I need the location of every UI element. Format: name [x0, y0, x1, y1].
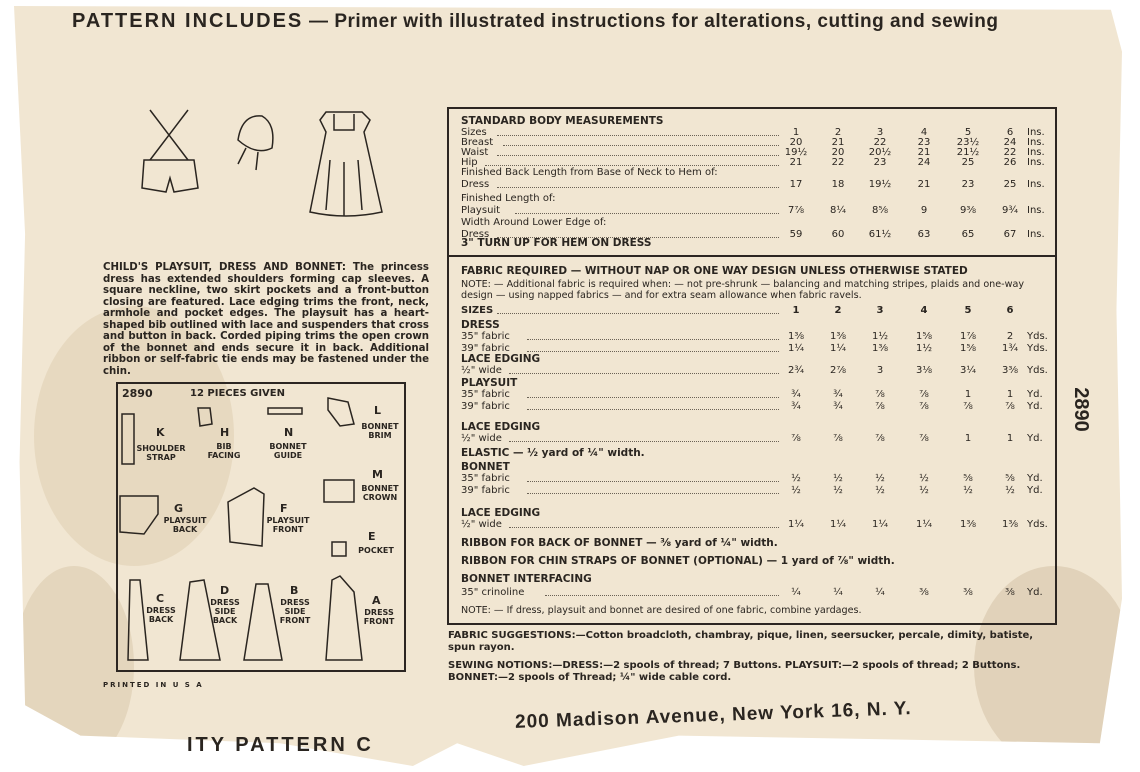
unit-label: Yd. [1027, 389, 1043, 400]
table-cell: 2¾ [787, 365, 805, 376]
table-cell: ¼ [875, 587, 885, 598]
table-cell: ½ [875, 473, 885, 484]
table-cell: ⅜ [963, 587, 973, 598]
table-cell: 2 [834, 127, 842, 138]
company-address: 200 Madison Avenue, New York 16, N. Y. [514, 698, 912, 733]
piece-label: SHOULDER STRAP [136, 444, 186, 462]
company-name-fragment: ITY PATTERN C [187, 734, 374, 756]
table-cell: 9¾ [1001, 205, 1019, 216]
table-cell: 1 [792, 305, 800, 316]
header-dash: — [303, 11, 335, 32]
combine-note: NOTE: — If dress, playsuit and bonnet are desired of one fabric, combine yardages. [461, 605, 862, 616]
table-cell: 67 [1003, 229, 1017, 240]
dot-leader [527, 401, 779, 410]
header-rest: Primer with illustrated instructions for alterations, cutting and sewing [334, 11, 999, 32]
row-label: 35" crinoline [461, 587, 525, 598]
table-cell: 1 [964, 433, 972, 444]
table-cell: 59 [789, 229, 803, 240]
dot-leader [497, 127, 779, 136]
row-label: 39" fabric [461, 485, 510, 496]
table-cell: 5 [964, 305, 972, 316]
unit-label: Ins. [1027, 147, 1045, 158]
table-cell: 22 [831, 157, 845, 168]
table-row [457, 401, 1049, 413]
dress-section-title: DRESS [461, 319, 500, 331]
row-label: Hip [461, 157, 478, 168]
table-cell: ½ [1005, 485, 1015, 496]
piece-letter: D [220, 584, 230, 597]
table-row [457, 587, 1049, 599]
table-cell: ½ [919, 473, 929, 484]
piece-letter: F [280, 502, 288, 515]
row-label: Dress [461, 179, 490, 190]
table-cell: 1⅜ [787, 331, 805, 342]
table-cell: 20 [831, 147, 845, 158]
table-cell: 1⅝ [915, 331, 933, 342]
table-cell: 5 [964, 127, 972, 138]
row-label: 35" fabric [461, 331, 510, 342]
piece-letter: N [284, 426, 294, 439]
unit-label: Ins. [1027, 137, 1045, 148]
piece-letter: G [174, 502, 184, 515]
table-cell: 1 [792, 127, 800, 138]
bonnet-section-title: BONNET [461, 461, 510, 473]
unit-label: Ins. [1027, 179, 1045, 190]
row-label: 39" fabric [461, 343, 510, 354]
table-cell: 19½ [784, 147, 808, 158]
table-cell: ⅜ [1005, 587, 1015, 598]
table-row [457, 485, 1049, 497]
table-row [457, 389, 1049, 401]
unit-label: Yd. [1027, 401, 1043, 412]
playsuit-illustration [142, 110, 198, 192]
piece-l-shape [328, 398, 354, 426]
table-cell: 23½ [956, 137, 980, 148]
unit-label: Ins. [1027, 127, 1045, 138]
piece-letter: L [374, 404, 382, 417]
row-label: Finished Length of: [461, 193, 556, 204]
table-cell: 1¼ [915, 519, 933, 530]
unit-label: Ins. [1027, 205, 1045, 216]
table-cell: ⅝ [963, 473, 973, 484]
row-label: 35" fabric [461, 389, 510, 400]
table-cell: 6 [1006, 127, 1014, 138]
piece-label: BONNET GUIDE [269, 442, 307, 460]
table-cell: ⅞ [875, 401, 885, 412]
table-row [457, 365, 1049, 377]
dot-leader [527, 473, 779, 482]
piece-letter: M [372, 468, 383, 481]
piece-letter: E [368, 530, 376, 543]
dot-leader [497, 147, 779, 156]
row-label: 39" fabric [461, 401, 510, 412]
table-cell: 21 [831, 137, 845, 148]
dot-leader [509, 519, 779, 528]
fabric-title: FABRIC REQUIRED — WITHOUT NAP OR ONE WAY DESIGN UNLESS OTHERWISE STATED [461, 265, 968, 277]
row-label: Waist [461, 147, 489, 158]
table-cell: 8¼ [829, 205, 847, 216]
row-label: ½" wide [461, 519, 502, 530]
piece-k-shape [122, 414, 134, 464]
table-cell: ½ [919, 485, 929, 496]
table-cell: ⅜ [919, 587, 929, 598]
table-cell: 63 [917, 229, 931, 240]
piece-b-shape [244, 584, 282, 660]
row-label: ½" wide [461, 433, 502, 444]
table-cell: 1⅜ [871, 343, 889, 354]
dot-leader [509, 365, 779, 374]
piece-m-shape [324, 480, 354, 502]
table-cell: 21½ [956, 147, 980, 158]
table-cell: ¾ [833, 389, 843, 400]
table-row [457, 193, 1049, 205]
piece-letter: K [156, 426, 165, 439]
piece-n-shape [268, 408, 302, 414]
table-row [457, 179, 1049, 191]
piece-label: DRESS BACK [146, 606, 176, 624]
pattern-description: CHILD'S PLAYSUIT, DRESS AND BONNET: The princess dress has extended shoulders forming cap sleeves. A square neckline, two skirt pockets and a front-button closing are featured. Lace edging trims the front, neck, armhole and pocket edges. The playsuit has a heart-shaped bib outlined with lace and suspenders that cross and button in back. Corded piping trims the open crown of the bonnet and ends secure it in back. Additional ribbon or self-fabric tie ends may be fastened under the chin. [103, 262, 429, 377]
playsuit-section-title: PLAYSUIT [461, 377, 518, 389]
piece-label: DRESS FRONT [363, 608, 395, 626]
section-divider [449, 255, 1055, 257]
table-cell: ⅝ [1005, 473, 1015, 484]
table-cell: ½ [875, 485, 885, 496]
dot-leader [515, 205, 779, 214]
table-cell: ⅞ [919, 401, 929, 412]
dot-leader [509, 433, 779, 442]
table-cell: 23 [917, 137, 931, 148]
table-cell: ½ [833, 485, 843, 496]
table-row [457, 205, 1049, 217]
lace-edging-title: LACE EDGING [461, 421, 541, 433]
row-label: Breast [461, 137, 494, 148]
header-line [72, 10, 998, 33]
piece-label: BONNET CROWN [361, 484, 399, 502]
pattern-number: 2890 [122, 387, 153, 400]
table-cell: ¼ [833, 587, 843, 598]
row-label: Finished Back Length from Base of Neck to Hem of: [461, 167, 718, 178]
table-cell: ⅞ [875, 389, 885, 400]
row-label: ½" wide [461, 365, 502, 376]
dot-leader [527, 389, 779, 398]
hem-note: 3" TURN UP FOR HEM ON DRESS [461, 237, 652, 249]
fabric-suggestions: FABRIC SUGGESTIONS:—Cotton broadcloth, chambray, pique, linen, seersucker, percale, dimity, batiste, spun rayon. [448, 630, 1034, 653]
piece-a-shape [326, 576, 362, 660]
row-label: Dress [461, 229, 490, 240]
piece-letter: A [372, 594, 381, 607]
piece-label: PLAYSUIT FRONT [266, 516, 310, 534]
table-row [457, 305, 1049, 317]
table-cell: 25 [1003, 179, 1017, 190]
sewing-notions: SEWING NOTIONS:—DRESS:—2 spools of thread; 7 Buttons. PLAYSUIT:—2 spools of thread; 2 Buttons. BONNET:—2 spools of Thread; ¼" wide cable cord. [448, 660, 1021, 683]
unit-label: Yds. [1027, 331, 1048, 342]
piece-letter: C [156, 592, 165, 605]
lace-edging-title: LACE EDGING [461, 353, 541, 365]
unit-label: Yds. [1027, 365, 1048, 376]
table-cell: ½ [791, 485, 801, 496]
table-cell: 17 [789, 179, 803, 190]
table-cell: 21 [917, 179, 931, 190]
table-row [457, 519, 1049, 531]
table-cell: 1½ [871, 331, 889, 342]
dot-leader [497, 179, 779, 188]
table-cell: 1¼ [871, 519, 889, 530]
piece-label: BIB FACING [207, 442, 241, 460]
table-cell: 1⅝ [959, 343, 977, 354]
table-cell: 3⅜ [1001, 365, 1019, 376]
dot-leader [497, 305, 779, 314]
table-cell: 9⅜ [959, 205, 977, 216]
vertical-pattern-number: 2890 [1069, 387, 1092, 432]
table-cell: 21 [789, 157, 803, 168]
table-cell: 61½ [868, 229, 892, 240]
piece-e-shape [332, 542, 346, 556]
table-cell: 25 [961, 157, 975, 168]
unit-label: Ins. [1027, 157, 1045, 168]
lace-edging-title: LACE EDGING [461, 507, 541, 519]
table-cell: 1¾ [1001, 343, 1019, 354]
printed-in-usa: PRINTED IN U S A [103, 681, 204, 689]
table-cell: 65 [961, 229, 975, 240]
unit-label: Yds. [1027, 519, 1048, 530]
table-cell: 7⅞ [787, 205, 805, 216]
table-cell: ½ [833, 473, 843, 484]
table-cell: 23 [873, 157, 887, 168]
table-cell: 18 [831, 179, 845, 190]
unit-label: Yd. [1027, 485, 1043, 496]
table-cell: 2⅞ [829, 365, 847, 376]
table-row [457, 167, 1049, 179]
bonnet-illustration [238, 116, 273, 170]
dot-leader [527, 485, 779, 494]
dot-leader [527, 343, 779, 352]
row-label: Width Around Lower Edge of: [461, 217, 607, 228]
table-row [457, 473, 1049, 485]
piece-letter: B [290, 584, 299, 597]
ribbon-chin-note: RIBBON FOR CHIN STRAPS OF BONNET (OPTIONAL) — 1 yard of ⅞" width. [461, 555, 895, 567]
piece-h-shape [198, 408, 212, 426]
table-cell: 1⅜ [829, 331, 847, 342]
table-cell: 22 [873, 137, 887, 148]
dot-leader [485, 157, 779, 166]
piece-letter: H [220, 426, 230, 439]
piece-label: PLAYSUIT BACK [163, 516, 207, 534]
table-cell: 24 [917, 157, 931, 168]
body-measurements-title: STANDARD BODY MEASUREMENTS [461, 115, 664, 127]
table-cell: ⅞ [833, 433, 843, 444]
table-cell: 2 [834, 305, 842, 316]
table-cell: 1 [1006, 389, 1014, 400]
table-cell: 24 [1003, 137, 1017, 148]
table-cell: 23 [961, 179, 975, 190]
elastic-note: ELASTIC — ½ yard of ¼" width. [461, 447, 645, 459]
table-cell: 8⅝ [871, 205, 889, 216]
table-cell: 9 [920, 205, 928, 216]
table-cell: ¼ [791, 587, 801, 598]
piece-label: POCKET [358, 546, 394, 555]
row-label: SIZES [461, 305, 494, 316]
table-cell: ¾ [833, 401, 843, 412]
table-row [457, 343, 1049, 355]
unit-label: Yds. [1027, 343, 1048, 354]
table-cell: 3 [876, 127, 884, 138]
pieces-count: 12 PIECES GIVEN [190, 388, 285, 399]
fabric-note: NOTE: — Additional fabric is required when: — not pre-shrunk — balancing and matching stripes, plaids and one-way design — using napped fabrics — and for extra seam allowance when fabric ravels. [461, 279, 1025, 301]
dot-leader [503, 137, 779, 146]
dot-leader [527, 331, 779, 340]
table-cell: 4 [920, 127, 928, 138]
table-cell: 26 [1003, 157, 1017, 168]
table-cell: 2 [1006, 331, 1014, 342]
table-cell: 1¼ [829, 519, 847, 530]
table-cell: ⅞ [791, 433, 801, 444]
piece-label: DRESS SIDE FRONT [279, 598, 311, 625]
table-cell: 3¼ [959, 365, 977, 376]
table-cell: 6 [1006, 305, 1014, 316]
table-cell: ⅞ [919, 389, 929, 400]
table-cell: ⅞ [1005, 401, 1015, 412]
unit-label: Yd. [1027, 587, 1043, 598]
row-label: Playsuit [461, 205, 501, 216]
table-cell: 3⅛ [915, 365, 933, 376]
piece-label: BONNET BRIM [361, 422, 399, 440]
unit-label: Ins. [1027, 229, 1045, 240]
table-cell: ⅞ [919, 433, 929, 444]
table-cell: 1⅜ [959, 519, 977, 530]
table-row [457, 433, 1049, 445]
table-cell: ⅞ [875, 433, 885, 444]
table-cell: 19½ [868, 179, 892, 190]
piece-label: DRESS SIDE BACK [210, 598, 240, 625]
table-cell: 20 [789, 137, 803, 148]
table-cell: ¾ [791, 401, 801, 412]
table-row [457, 331, 1049, 343]
table-cell: 1 [1006, 433, 1014, 444]
row-label: Sizes [461, 127, 487, 138]
dot-leader [545, 587, 779, 596]
table-cell: 1⅞ [959, 331, 977, 342]
table-cell: ½ [791, 473, 801, 484]
unit-label: Yd. [1027, 473, 1043, 484]
row-label: 35" fabric [461, 473, 510, 484]
table-cell: 3 [876, 365, 884, 376]
table-cell: 21 [917, 147, 931, 158]
table-cell: 60 [831, 229, 845, 240]
table-cell: 1¼ [829, 343, 847, 354]
piece-f-shape [228, 488, 264, 546]
table-cell: 4 [920, 305, 928, 316]
header-lead: PATTERN INCLUDES [72, 10, 304, 32]
table-cell: ¾ [791, 389, 801, 400]
table-cell: ⅞ [963, 401, 973, 412]
interfacing-title: BONNET INTERFACING [461, 573, 592, 585]
table-cell: 1½ [915, 343, 933, 354]
piece-g-shape [120, 496, 158, 534]
table-cell: 3 [876, 305, 884, 316]
table-cell: 20½ [868, 147, 892, 158]
garment-illustrations [130, 100, 390, 230]
table-cell: 22 [1003, 147, 1017, 158]
table-cell: 1⅜ [1001, 519, 1019, 530]
table-cell: 1¼ [787, 519, 805, 530]
table-cell: 1 [964, 389, 972, 400]
ribbon-back-note: RIBBON FOR BACK OF BONNET — ⅜ yard of ¼" width. [461, 537, 778, 549]
pattern-pieces-box [116, 382, 406, 672]
unit-label: Yd. [1027, 433, 1043, 444]
dress-illustration [310, 112, 382, 216]
table-row [457, 217, 1049, 229]
measurements-table [447, 107, 1057, 625]
table-cell: 1¼ [787, 343, 805, 354]
table-cell: ½ [963, 485, 973, 496]
